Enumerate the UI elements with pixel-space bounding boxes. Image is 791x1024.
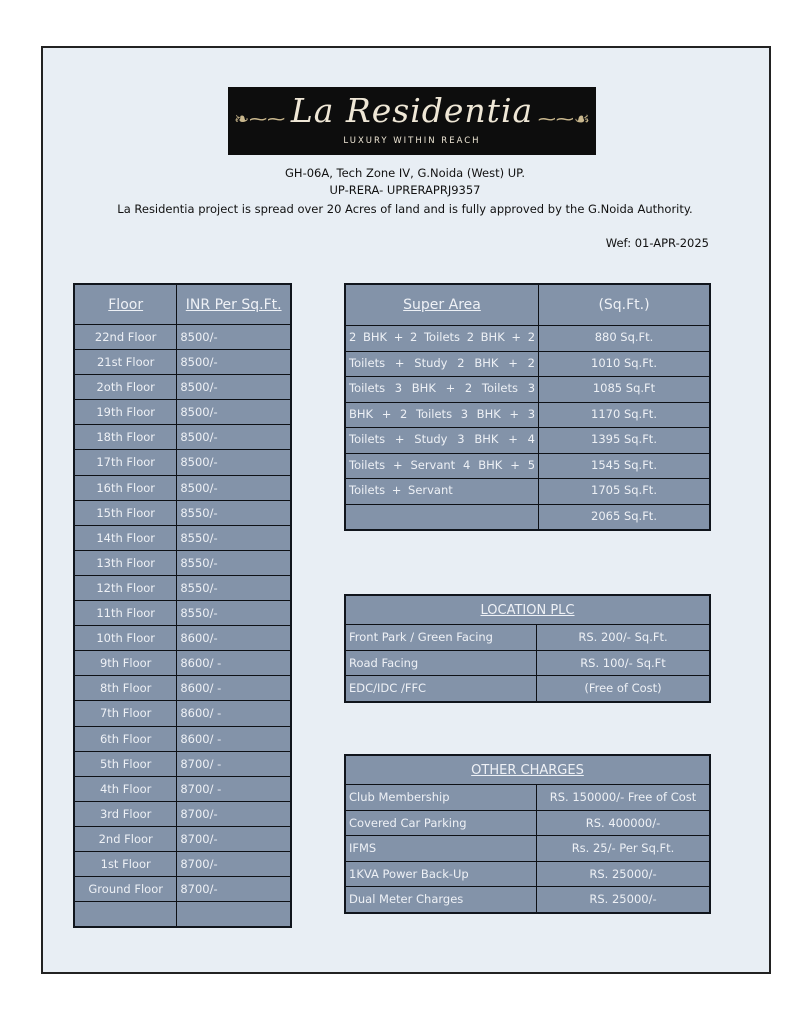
charge-label: Covered Car Parking: [345, 810, 537, 836]
floor-name: 12th Floor: [74, 575, 177, 600]
unit-size: 1170 Sq.Ft.: [539, 402, 710, 428]
unit-size: 1545 Sq.Ft.: [539, 453, 710, 479]
plc-label: Front Park / Green Facing: [345, 625, 537, 651]
floor-row: [74, 877, 291, 902]
floor-rate: 8600/-: [177, 626, 291, 651]
plc-value: RS. 100/- Sq.Ft: [537, 650, 711, 676]
floor-rate: 8700/-: [177, 877, 291, 902]
floor-rate-table: [73, 283, 292, 928]
floor-row: [74, 751, 291, 776]
rera-number: UP-RERA- UPRERAPRJ9357: [329, 183, 481, 197]
floor-row: [74, 776, 291, 801]
floor-rate: 8500/-: [177, 475, 291, 500]
charge-row: [345, 887, 710, 913]
floor-row: [74, 325, 291, 350]
floor-name: 15th Floor: [74, 500, 177, 525]
floor-name: 21st Floor: [74, 350, 177, 375]
charge-value: RS. 150000/- Free of Cost: [537, 785, 711, 811]
floor-rate: 8600/ -: [177, 651, 291, 676]
charge-label: Club Membership: [345, 785, 537, 811]
floor-row: [74, 575, 291, 600]
floor-name: 3rd Floor: [74, 801, 177, 826]
floor-name: 7th Floor: [74, 701, 177, 726]
floor-rate: 8600/ -: [177, 726, 291, 751]
floor-name: 8th Floor: [74, 676, 177, 701]
location-plc-title: LOCATION PLC: [345, 595, 710, 625]
floor-rate: 8700/ -: [177, 751, 291, 776]
sqft-header: (Sq.Ft.): [539, 284, 710, 326]
unit-size: 880 Sq.Ft.: [539, 326, 710, 352]
floor-rate: 8500/-: [177, 450, 291, 475]
unit-configuration: Toilets + Study 2 BHK + 2: [345, 351, 539, 377]
unit-configuration: Toilets + Servant: [345, 479, 539, 505]
floor-rate: 8550/-: [177, 575, 291, 600]
floor-name: [74, 902, 177, 928]
floor-name: 4th Floor: [74, 776, 177, 801]
floor-row: [74, 801, 291, 826]
location-plc-table: [344, 594, 711, 703]
unit-configuration: Toilets + Study 3 BHK + 4: [345, 428, 539, 454]
effective-date: Wef: 01-APR-2025: [605, 236, 709, 250]
floor-rate: 8500/-: [177, 425, 291, 450]
floor-name: 2nd Floor: [74, 826, 177, 851]
floor-name: 10th Floor: [74, 626, 177, 651]
floor-name: 2oth Floor: [74, 375, 177, 400]
floor-name: 9th Floor: [74, 651, 177, 676]
area-row: [345, 326, 710, 352]
area-row: [345, 479, 710, 505]
floor-row: [74, 400, 291, 425]
floor-name: 6th Floor: [74, 726, 177, 751]
floor-rate: 8500/-: [177, 350, 291, 375]
floor-name: 1st Floor: [74, 851, 177, 876]
floor-name: 17th Floor: [74, 450, 177, 475]
floor-row: [74, 701, 291, 726]
floor-rate: 8600/ -: [177, 701, 291, 726]
floor-table-header: [74, 284, 291, 325]
floor-row: [74, 902, 291, 928]
floor-rate: 8700/-: [177, 826, 291, 851]
unit-configuration: Toilets + Servant 4 BHK + 5: [345, 453, 539, 479]
floor-row: [74, 450, 291, 475]
floor-rate: 8700/-: [177, 851, 291, 876]
area-row: [345, 428, 710, 454]
plc-label: Road Facing: [345, 650, 537, 676]
floor-row: [74, 475, 291, 500]
plc-row: [345, 650, 710, 676]
area-row: [345, 377, 710, 403]
floor-name: 14th Floor: [74, 525, 177, 550]
unit-configuration: [345, 504, 539, 530]
floor-name: 19th Floor: [74, 400, 177, 425]
brand-wordmark: La Residentia: [290, 91, 534, 130]
charge-label: 1KVA Power Back-Up: [345, 861, 537, 887]
floor-name: 18th Floor: [74, 425, 177, 450]
area-row: [345, 402, 710, 428]
plc-row: [345, 676, 710, 702]
unit-size: 1010 Sq.Ft.: [539, 351, 710, 377]
other-charges-title: OTHER CHARGES: [345, 755, 710, 785]
charge-label: Dual Meter Charges: [345, 887, 537, 913]
unit-configuration: Toilets 3 BHK + 2 Toilets 3: [345, 377, 539, 403]
unit-configuration: BHK + 2 Toilets 3 BHK + 3: [345, 402, 539, 428]
super-area-table: [344, 283, 711, 531]
brand-tagline: LUXURY WITHIN REACH: [343, 136, 481, 146]
floor-rate: 8550/-: [177, 525, 291, 550]
floor-row: [74, 676, 291, 701]
floor-row: [74, 425, 291, 450]
floor-name: 22nd Floor: [74, 325, 177, 350]
charge-row: [345, 785, 710, 811]
unit-configuration: 2 BHK + 2 Toilets 2 BHK + 2: [345, 326, 539, 352]
floor-row: [74, 626, 291, 651]
area-row: [345, 504, 710, 530]
other-charges-table: [344, 754, 711, 914]
floor-row: [74, 550, 291, 575]
unit-size: 1395 Sq.Ft.: [539, 428, 710, 454]
floor-name: 16th Floor: [74, 475, 177, 500]
floor-row: [74, 651, 291, 676]
left-ornament-icon: ❧⁓⁓: [234, 109, 286, 130]
charge-row: [345, 861, 710, 887]
project-description: La Residentia project is spread over 20 Acres of land and is fully approved by the G.Noida Authority.: [117, 202, 693, 216]
floor-row: [74, 500, 291, 525]
floor-name: 11th Floor: [74, 601, 177, 626]
charge-row: [345, 810, 710, 836]
floor-column-header: Floor: [74, 284, 177, 325]
plc-table-header: [345, 595, 710, 625]
super-area-header: Super Area: [345, 284, 539, 326]
floor-name: Ground Floor: [74, 877, 177, 902]
floor-row: [74, 375, 291, 400]
floor-rate: 8600/ -: [177, 676, 291, 701]
floor-rate: 8700/ -: [177, 776, 291, 801]
unit-size: 1085 Sq.Ft: [539, 377, 710, 403]
floor-row: [74, 525, 291, 550]
floor-rate: 8550/-: [177, 550, 291, 575]
plc-value: RS. 200/- Sq.Ft.: [537, 625, 711, 651]
floor-rate: 8500/-: [177, 325, 291, 350]
floor-row: [74, 826, 291, 851]
charge-value: RS. 25000/-: [537, 887, 711, 913]
charge-value: Rs. 25/- Per Sq.Ft.: [537, 836, 711, 862]
charge-label: IFMS: [345, 836, 537, 862]
right-ornament-icon: ⁓⁓☙: [537, 109, 590, 130]
floor-row: [74, 601, 291, 626]
floor-row: [74, 350, 291, 375]
floor-rate: 8500/-: [177, 375, 291, 400]
unit-size: 1705 Sq.Ft.: [539, 479, 710, 505]
floor-row: [74, 851, 291, 876]
area-row: [345, 351, 710, 377]
floor-rate: 8500/-: [177, 400, 291, 425]
area-table-header: [345, 284, 710, 326]
project-address: GH-06A, Tech Zone IV, G.Noida (West) UP.: [285, 166, 525, 180]
unit-size: 2065 Sq.Ft.: [539, 504, 710, 530]
floor-rate: 8550/-: [177, 500, 291, 525]
floor-name: 13th Floor: [74, 550, 177, 575]
floor-rate: 8700/-: [177, 801, 291, 826]
plc-value: (Free of Cost): [537, 676, 711, 702]
floor-rate: 8550/-: [177, 601, 291, 626]
area-row: [345, 453, 710, 479]
charge-value: RS. 400000/-: [537, 810, 711, 836]
floor-name: 5th Floor: [74, 751, 177, 776]
plc-label: EDC/IDC /FFC: [345, 676, 537, 702]
brand-logo: [228, 87, 596, 155]
plc-row: [345, 625, 710, 651]
charge-row: [345, 836, 710, 862]
floor-rate: [177, 902, 291, 928]
rate-column-header: INR Per Sq.Ft.: [177, 284, 291, 325]
charge-value: RS. 25000/-: [537, 861, 711, 887]
other-charges-header: [345, 755, 710, 785]
floor-row: [74, 726, 291, 751]
